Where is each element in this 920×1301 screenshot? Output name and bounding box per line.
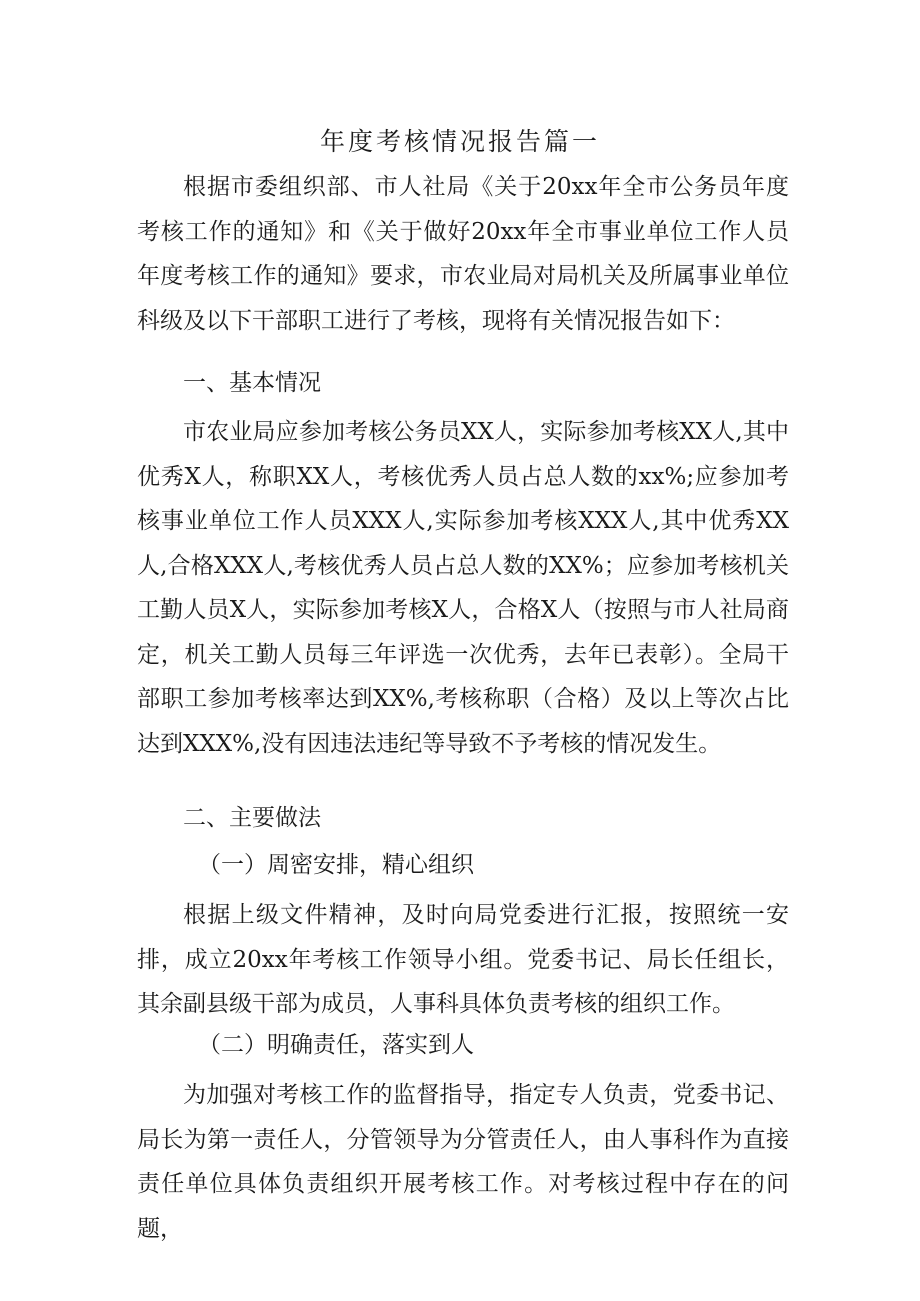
section-heading-practices: 二、主要做法 <box>183 805 321 831</box>
body-arrangement: 根据上级文件精神，及时向局党委进行汇报，按照统一安排，成立20xx年考核工作领导小组。党委书记、局长任组长，其余副县级干部为成员，人事科具体负责考核的组织工作。 <box>137 902 789 1017</box>
section-body-basic: 市农业局应参加考核公务员XX人，实际参加考核XX人,其中优秀X人，称职XX人，考核优秀人员占总人数的xx%;应参加考核事业单位工作人员XXX人,实际参加考核XXX人,其中优秀XX人,合格XXX人,考核优秀人员占总人数的XX%；应参加考核机关工勤人员X人，实际参加考核X人，合格X人（按照与市人社局商定，机关工勤人员每三年评选一次优秀，去年已表彰）。全局干部职工参加考核率达到XX%,考核称职（合格）及以上等次占比达到XXX%,没有因违法违纪等导致不予考核的情况发生。 <box>137 419 789 757</box>
intro-paragraph: 根据市委组织部、市人社局《关于20xx年全市公务员年度考核工作的通知》和《关于做好20xx年全市事业单位工作人员年度考核工作的通知》要求，市农业局对局机关及所属事业单位科级及以下干部职工进行了考核，现将有关情况报告如下： <box>137 174 789 334</box>
section-heading-basic: 一、基本情况 <box>183 370 321 396</box>
body-responsibility: 为加强对考核工作的监督指导，指定专人负责，党委书记、局长为第一责任人，分管领导为分管责任人，由人事科作为直接责任单位具体负责组织开展考核工作。对考核过程中存在的问题， <box>137 1082 789 1242</box>
subheading-arrangement: （一）周密安排，精心组织 <box>198 852 474 878</box>
subheading-responsibility: （二）明确责任，落实到人 <box>198 1032 474 1058</box>
document-title: 年度考核情况报告篇一 <box>319 127 600 156</box>
